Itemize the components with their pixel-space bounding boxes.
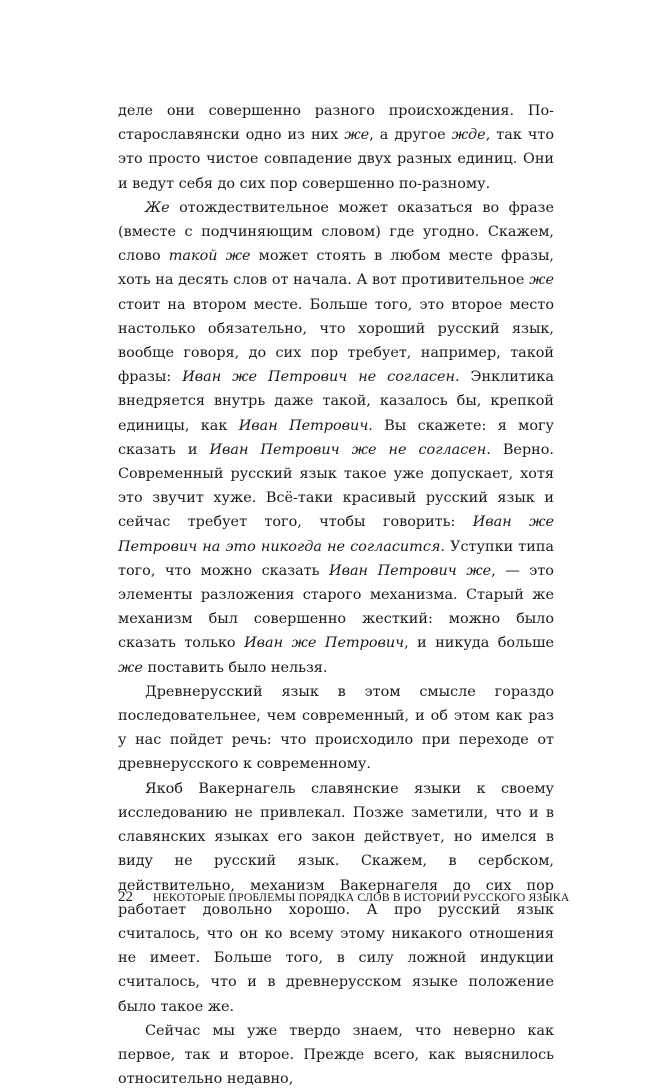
italic-example: Иван же Петрович не согласен: [182, 369, 455, 386]
paragraph: Якоб Вакернагель славянские языки к своему исследованию не привлекал. Позже заметили, что и в славянских языках его закон действует, но имелся в виду не русский язык. Скажем, в сербском, действительно, механизм Вакернагеля до сих пор работает довольно хорошо. А про русский язык считалось, что он ко всему этому никакого отношения не имеет. Больше того, в силу ложной индукции считалось, что и в древнерусском языке положение было такое же.: [118, 780, 554, 1015]
page-footer: [118, 889, 570, 906]
paragraph-continued: деле они совершенно разного происхождения. По-староcлавянски одно из них же, а другое жде, так что это просто чистое совпадение двух разных единиц. Они и ведут себя до сих пор совершенно по-разному.: [118, 103, 554, 192]
body-text: [118, 99, 554, 1091]
paragraph: Древнерусский язык в этом смысле гораздо последовательнее, чем современный, и об этом как раз у нас пойдет речь: что происходило при переходе от древнерусского к современному.: [118, 683, 554, 773]
italic-example: Иван Петрович же: [329, 562, 492, 579]
italic-example: же: [344, 127, 370, 144]
running-title: НЕКОТОРЫЕ ПРОБЛЕМЫ ПОРЯДКА СЛОВ В ИСТОРИИ РУССКОГО ЯЗЫКА: [153, 890, 570, 904]
italic-example: же: [118, 659, 143, 676]
italic-example: же: [529, 272, 554, 289]
italic-example: Иван Петрович: [238, 417, 369, 434]
italic-example: Же: [145, 199, 170, 216]
italic-example: такой же: [168, 248, 251, 265]
page-number: 22: [118, 889, 133, 905]
italic-example: Иван же Петрович: [244, 635, 405, 652]
paragraph: Же отождествительное может оказаться во фразе (вместе с подчиняющим словом) где угодно. Скажем, слово такой же может стоять в любом месте фразы, хоть на десять слов от начала. А вот противительное же стоит на втором месте. Больше того, это второе место настолько обязательно, что хороший русский язык, вообще говоря, до сих пор требует, например, такой фразы: Иван же Петрович не согласен. Энклитика внедряется внутрь даже такой, казалось бы, крепкой единицы, как Иван Петрович. Вы скажете: я могу сказать и Иван Петрович же не согласен. Верно. Современный русский язык такое уже допускает, хотя это звучит хуже. Всё-таки красивый русский язык и сейчас требует того, чтобы говорить: Иван же Петрович на это никогда не согласится. Уступки типа того, что можно сказать Иван Петрович же, — это элементы разложения старого механизма. Старый же механизм был совершенно жесткий: можно было сказать только Иван же Петрович, и никуда больше же поставить было нельзя.: [118, 199, 555, 676]
italic-example: Иван Петрович же не согласен: [209, 441, 487, 458]
italic-example: Иван же Петрович на это никогда не согласится: [118, 514, 554, 555]
italic-example: жде: [451, 127, 486, 144]
paragraph: Сейчас мы уже твердо знаем, что неверно как первое, так и второе. Прежде всего, как выяснилось относительно недавно,: [118, 1022, 554, 1088]
